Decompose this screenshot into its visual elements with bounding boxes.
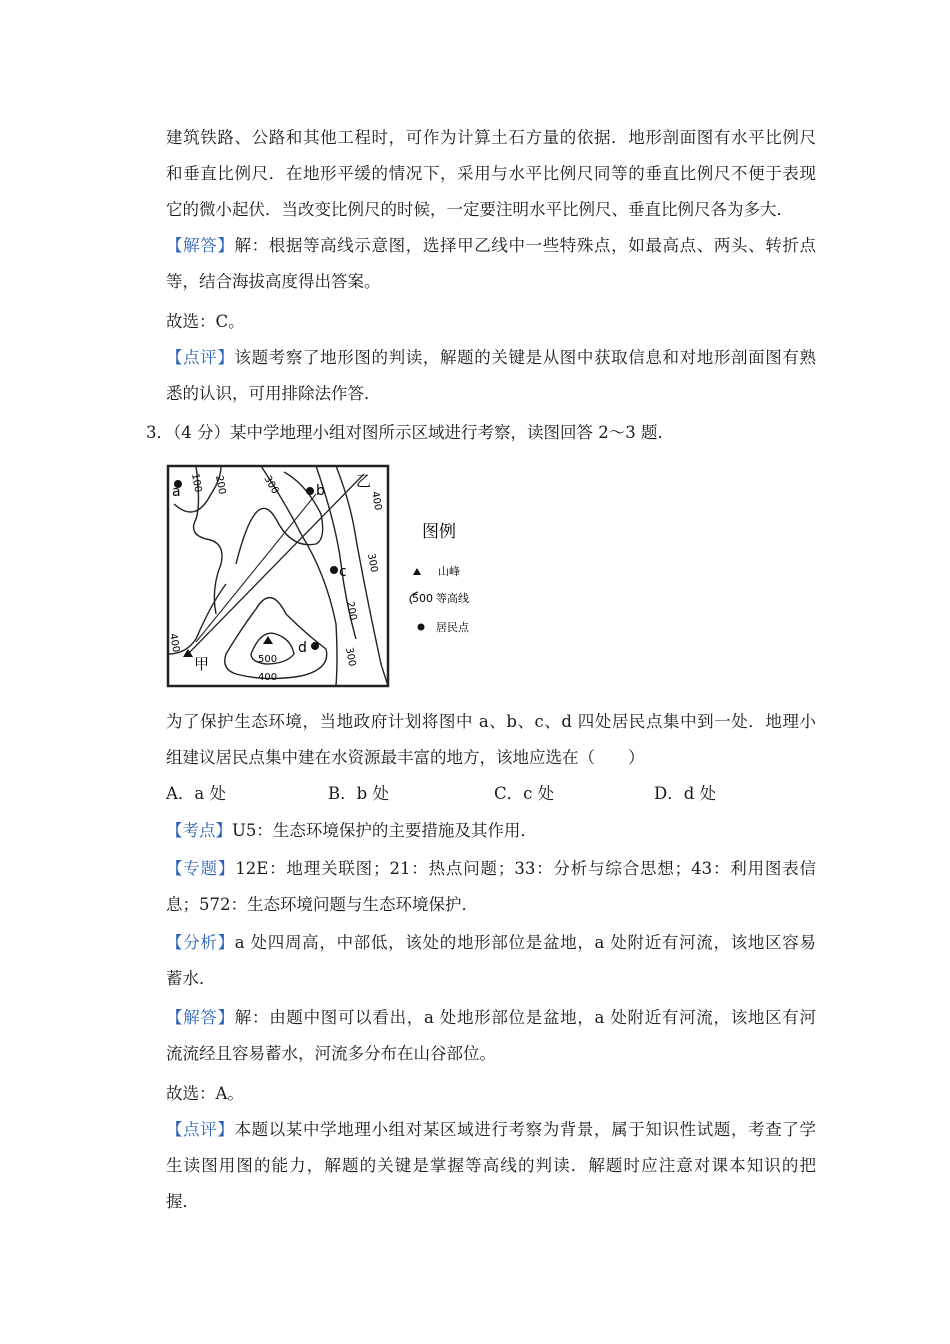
transect-line (186, 474, 364, 656)
fenxi-line (166, 931, 816, 955)
answer-line: 等，结合海拔高度得出答案。 (166, 272, 381, 291)
choice-text: d 处 (683, 784, 717, 803)
contour-label: 400 (258, 672, 278, 683)
answer-text: 解：根据等高线示意图，选择甲乙线中一些特殊点，如最高点、两头、转折点 (234, 236, 817, 255)
choice-c[interactable] (494, 782, 554, 806)
point-label-b: b (316, 483, 325, 499)
paragraph-line: 和垂直比例尺．在地形平缓的情况下，采用与水平比例尺同等的垂直比例尺不便于表现 (166, 164, 816, 183)
choice-d[interactable] (654, 782, 716, 806)
question-line: 组建议居民点集中建在水资源最丰富的地方，该地应选在（ ） (166, 748, 645, 767)
answer-tag: 【解答】 (166, 236, 235, 255)
choice-letter: B． (328, 784, 357, 803)
choice-letter: D． (654, 784, 684, 803)
choice-letter: C． (494, 784, 524, 803)
point-label-d: d (298, 640, 307, 656)
comment-text: 本题以某中学地理小组对某区域进行考察为背景，属于知识性试题，考查了学 (234, 1120, 817, 1139)
river-line (196, 494, 316, 642)
choice-letter: A． (166, 784, 195, 803)
comment-line (166, 346, 816, 370)
peak-icon (263, 636, 273, 644)
contour-label: 300 (261, 474, 281, 497)
choice-text: a 处 (194, 784, 227, 803)
zhuanti-text: 12E：地理关联图；21：热点问题；33：分析与综合思想；43：利用图表信 (235, 859, 816, 878)
contour-label: 500 (258, 654, 278, 665)
fenxi-tag: 【分析】 (166, 933, 235, 952)
settlement-dot (330, 566, 338, 574)
contour-map-figure (166, 464, 482, 688)
choice-text: b 处 (356, 784, 389, 803)
answer-tag: 【解答】 (166, 1008, 235, 1027)
contour-label: 200 (213, 474, 228, 496)
comment-line: 生读图用图的能力，解题的关键是掌握等高线的判读．解题时应注意对课本知识的把 (166, 1156, 816, 1175)
answer-text: 解：由题中图可以看出，a 处地形部位是盆地，a 处附近有河流，该地区有河 (234, 1008, 816, 1027)
choice-result: 故选：A。 (166, 1084, 244, 1103)
contour-label: 400 (369, 490, 384, 512)
choice-result: 故选：C。 (166, 312, 245, 331)
paragraph-line: 它的微小起伏．当改变比例尺的时候，一定要注明水平比例尺、垂直比例尺各为多大． (166, 200, 793, 219)
answer-line: 流流经且容易蓄水，河流多分布在山谷部位。 (166, 1044, 496, 1063)
contour-label: 300 (343, 646, 358, 668)
legend-title: 图例 (422, 522, 456, 542)
zhuanti-tag: 【专题】 (166, 859, 236, 878)
choice-b[interactable] (328, 782, 389, 806)
comment-line: 握． (166, 1192, 199, 1211)
legend-settlement-icon (418, 624, 425, 631)
choice-text: c 处 (523, 784, 555, 803)
choice-a[interactable] (166, 782, 226, 806)
contour-map (166, 464, 482, 688)
point-label-a: a (172, 484, 181, 500)
fenxi-line: 蓄水． (166, 969, 216, 988)
paragraph-line: 建筑铁路、公路和其他工程时，可作为计算土石方量的依据．地形剖面图有水平比例尺 (166, 128, 816, 147)
contour-label: 100 (189, 472, 204, 494)
kaodian-text: U5：生态环境保护的主要措施及其作用． (232, 821, 537, 840)
point-label-c: c (339, 564, 347, 580)
legend-peak-icon (413, 568, 421, 575)
comment-tag: 【点评】 (166, 1120, 235, 1139)
contour-label: 200 (344, 600, 359, 622)
zhuanti-line (166, 857, 816, 881)
question-line: 为了保护生态环境，当地政府计划将图中 a、b、c、d 四处居民点集中到一处．地理小 (166, 712, 816, 731)
comment-text: 该题考察了地形图的判读，解题的关键是从图中获取信息和对地形剖面图有熟 (234, 348, 817, 367)
legend-peak-label: 山峰 (438, 565, 460, 578)
comment-line: 悉的认识，可用排除法作答． (166, 384, 381, 403)
zhuanti-line: 息；572：生态环境问题与生态环境保护． (166, 895, 478, 914)
comment-tag: 【点评】 (166, 348, 235, 367)
question-stem: 3．（4 分）某中学地理小组对图所示区域进行考察，读图回答 2～3 题． (146, 423, 674, 442)
kaodian-tag: 【考点】 (166, 821, 232, 840)
legend-settlement-label: 居民点 (436, 621, 469, 634)
contour-label: 400 (167, 632, 182, 654)
fenxi-text: a 处四周高，中部低，该处的地形部位是盆地，a 处附近有河流，该地区容易 (234, 933, 816, 952)
point-label-jia: 甲 (194, 655, 210, 673)
kaodian-line (166, 819, 816, 843)
answer-line (166, 1006, 816, 1030)
contour-label: 300 (365, 552, 380, 574)
answer-line (166, 234, 816, 258)
contour-line (225, 598, 327, 679)
legend-contour-label: 等高线 (436, 592, 469, 605)
point-label-yi: 乙 (356, 472, 372, 490)
settlement-dot (306, 487, 314, 495)
settlement-dot (311, 642, 319, 650)
legend-contour-number: 500 (412, 592, 433, 605)
comment-line (166, 1118, 816, 1142)
